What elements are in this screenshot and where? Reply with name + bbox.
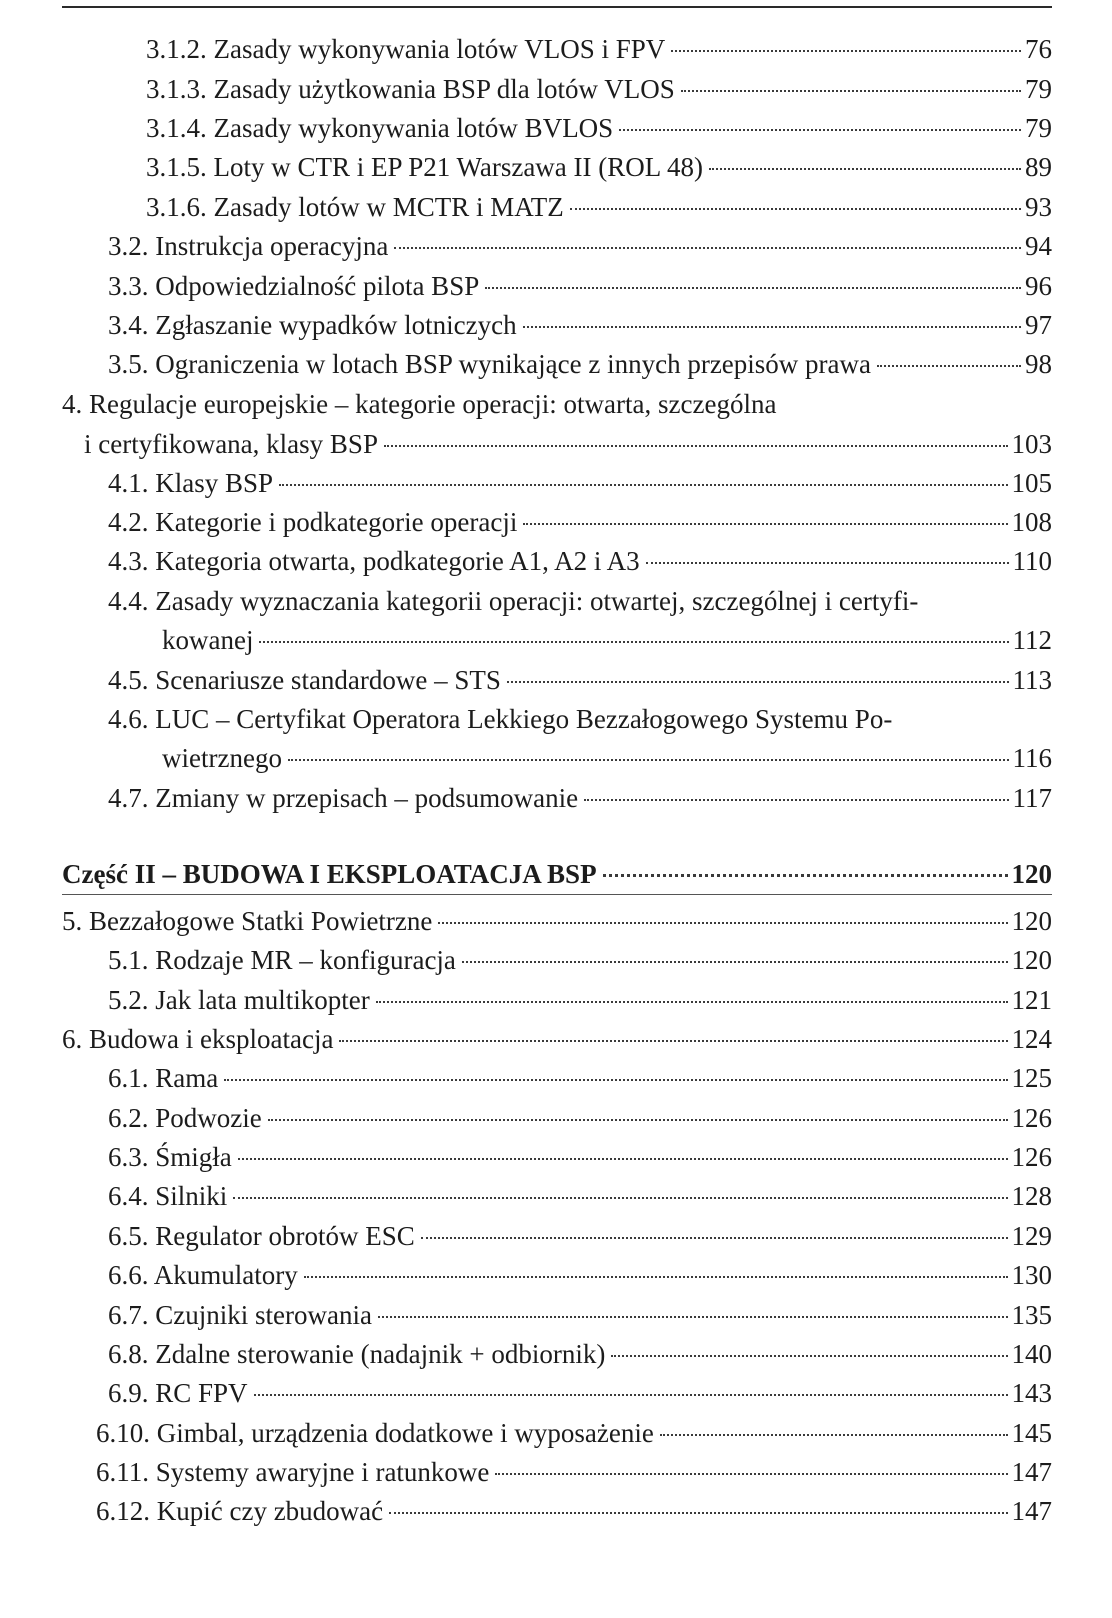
dot-leader [603,874,1008,877]
toc-entry[interactable]: 5.1. Rodzaje MR – konfiguracja 120 [108,945,1052,975]
page-number: 79 [1025,74,1052,104]
dot-leader [495,1473,1007,1475]
toc-entry[interactable]: 4.7. Zmiany w przepisach – podsumowanie 117 [108,783,1052,813]
dot-leader [421,1237,1008,1239]
page-number: 116 [1012,743,1052,773]
dot-leader [394,247,1021,249]
dot-leader [570,208,1021,210]
toc-entry-continuation[interactable]: wietrznego 116 [162,743,1052,773]
toc-entry[interactable]: 5.2. Jak lata multikopter 121 [108,985,1052,1015]
toc-entry[interactable]: 4.1. Klasy BSP 105 [108,468,1052,498]
toc-entry[interactable]: 6.9. RC FPV 143 [108,1378,1052,1408]
page-number: 113 [1012,665,1052,695]
toc-entry[interactable]: 5. Bezzałogowe Statki Powietrzne 120 [62,906,1052,936]
part-divider [62,894,1052,895]
toc-entry[interactable]: 3.1.6. Zasady lotów w MCTR i MATZ 93 [146,192,1052,222]
toc-entry-first-line[interactable]: 4.4. Zasady wyznaczania kategorii operacji: otwartej, szczególnej i certyfi- [108,586,919,616]
toc-entry[interactable]: 3.5. Ograniczenia w lotach BSP wynikające z innych przepisów prawa 98 [108,349,1052,379]
page-number: 120 [1011,945,1052,975]
page-number: 128 [1011,1181,1052,1211]
toc-entry[interactable]: 3.1.5. Loty w CTR i EP P21 Warszawa II (ROL 48) 89 [146,152,1052,182]
page-number: 96 [1025,271,1052,301]
page-number: 108 [1011,507,1052,537]
dot-leader [268,1119,1008,1121]
dot-leader [523,523,1007,525]
dot-leader [339,1040,1007,1042]
dot-leader [681,90,1021,92]
dot-leader [671,50,1021,52]
top-rule [62,6,1052,8]
dot-leader [507,681,1009,683]
page-number: 145 [1011,1418,1052,1448]
toc-part-heading[interactable]: Część II – BUDOWA I EKSPLOATACJA BSP 120 [62,859,1052,889]
toc-entry-continuation[interactable]: kowanej 112 [162,625,1052,655]
page-number: 120 [1011,859,1052,889]
page-number: 89 [1025,152,1052,182]
page-number: 79 [1025,113,1052,143]
toc-entry-first-line[interactable]: 4. Regulacje europejskie – kategorie operacji: otwarta, szczególna [62,389,777,419]
dot-leader [288,759,1009,761]
toc-entry[interactable]: 3.1.2. Zasady wykonywania lotów VLOS i FPV 76 [146,34,1052,64]
dot-leader [384,445,1008,447]
page-number: 94 [1025,231,1052,261]
page-number: 103 [1011,429,1052,459]
dot-leader [584,799,1008,801]
toc-entry[interactable]: 4.3. Kategoria otwarta, podkategorie A1, A2 i A3 110 [108,546,1052,576]
page-number: 112 [1012,625,1052,655]
toc-entry[interactable]: 6.5. Regulator obrotów ESC 129 [108,1221,1052,1251]
page-number: 130 [1011,1260,1052,1290]
dot-leader [304,1276,1008,1278]
toc-entry[interactable]: 6.6. Akumulatory 130 [108,1260,1052,1290]
toc-entry[interactable]: 4.5. Scenariusze standardowe – STS 113 [108,665,1052,695]
toc-entry[interactable]: 3.2. Instrukcja operacyjna 94 [108,231,1052,261]
page-number: 129 [1011,1221,1052,1251]
page-number: 126 [1011,1142,1052,1172]
dot-leader [646,562,1009,564]
dot-leader [224,1079,1007,1081]
toc-entry[interactable]: 6. Budowa i eksploatacja 124 [62,1024,1052,1054]
page-number: 147 [1011,1457,1052,1487]
dot-leader [877,365,1021,367]
toc-entry-first-line[interactable]: 4.6. LUC – Certyfikat Operatora Lekkiego Bezzałogowego Systemu Po- [108,704,893,734]
page-number: 93 [1025,192,1052,222]
dot-leader [376,1001,1008,1003]
dot-leader [709,168,1021,170]
page-number: 125 [1011,1063,1052,1093]
toc-entry[interactable]: 3.3. Odpowiedzialność pilota BSP 96 [108,271,1052,301]
dot-leader [254,1394,1008,1396]
dot-leader [389,1512,1007,1514]
page-number: 105 [1011,468,1052,498]
page-number: 98 [1025,349,1052,379]
toc-entry[interactable]: 6.4. Silniki 128 [108,1181,1052,1211]
page-number: 135 [1011,1300,1052,1330]
page-number: 143 [1011,1378,1052,1408]
toc-entry[interactable]: 6.3. Śmigła 126 [108,1142,1052,1172]
toc-entry[interactable]: 6.1. Rama 125 [108,1063,1052,1093]
page-number: 110 [1012,546,1052,576]
page-number: 120 [1011,906,1052,936]
toc-entry[interactable]: 3.4. Zgłaszanie wypadków lotniczych 97 [108,310,1052,340]
dot-leader [238,1158,1008,1160]
page-number: 124 [1011,1024,1052,1054]
toc-entry[interactable]: 3.1.4. Zasady wykonywania lotów BVLOS 79 [146,113,1052,143]
toc-entry-continuation[interactable]: i certyfikowana, klasy BSP 103 [84,429,1052,459]
toc-entry[interactable]: 6.7. Czujniki sterowania 135 [108,1300,1052,1330]
dot-leader [619,129,1021,131]
page-number: 76 [1025,34,1052,64]
toc-entry[interactable]: 3.1.3. Zasady użytkowania BSP dla lotów VLOS 79 [146,74,1052,104]
dot-leader [233,1197,1007,1199]
toc-entry[interactable]: 6.11. Systemy awaryjne i ratunkowe 147 [96,1457,1052,1487]
dot-leader [485,287,1021,289]
page-number: 140 [1011,1339,1052,1369]
page-number: 126 [1011,1103,1052,1133]
dot-leader [259,641,1008,643]
toc-entry[interactable]: 6.8. Zdalne sterowanie (nadajnik + odbiornik) 140 [108,1339,1052,1369]
dot-leader [660,1434,1008,1436]
dot-leader [523,326,1021,328]
dot-leader [611,1355,1007,1357]
dot-leader [279,484,1007,486]
dot-leader [378,1316,1008,1318]
toc-entry[interactable]: 6.12. Kupić czy zbudować 147 [96,1496,1052,1526]
dot-leader [462,961,1008,963]
page-number: 97 [1025,310,1052,340]
dot-leader [438,922,1007,924]
page-number: 147 [1011,1496,1052,1526]
toc-entry[interactable]: 6.2. Podwozie 126 [108,1103,1052,1133]
toc-entry[interactable]: 4.2. Kategorie i podkategorie operacji 108 [108,507,1052,537]
toc-entry[interactable]: 6.10. Gimbal, urządzenia dodatkowe i wyposażenie 145 [96,1418,1052,1448]
page-number: 121 [1011,985,1052,1015]
page-number: 117 [1012,783,1052,813]
